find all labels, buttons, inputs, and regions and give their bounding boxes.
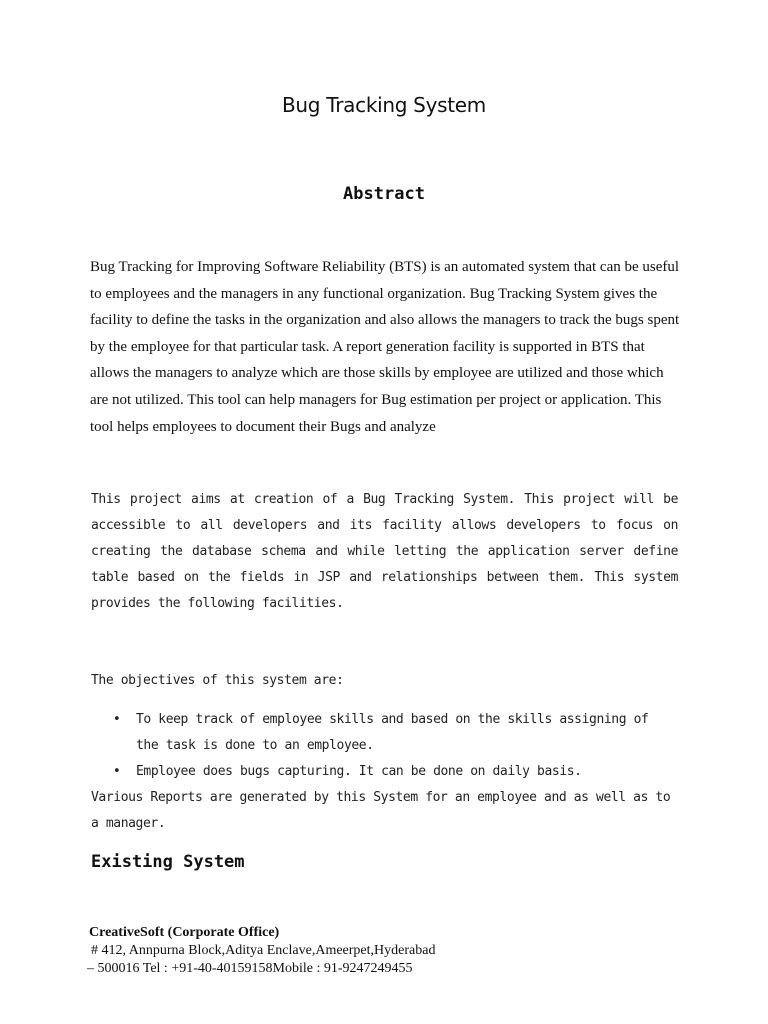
objective-text: Employee does bugs capturing. It can be done on daily basis. <box>136 764 582 779</box>
footer-address-line: # 412, Annpurna Block,Aditya Enclave,Ameerpet,Hyderabad <box>91 943 436 958</box>
project-description-paragraph: This project aims at creation of a Bug Tracking System. This project will be accessible to all developers and its facility allows developers to focus on creating the database schema and while letting the application server define table based on the fields in JSP and relationships between them. This system provides the following facilities. <box>91 492 678 611</box>
document-title: Bug Tracking System <box>282 93 486 117</box>
list-item <box>91 759 678 785</box>
abstract-heading: Abstract <box>343 184 425 204</box>
abstract-paragraph: Bug Tracking for Improving Software Reliability (BTS) is an automated system that can be useful to employees and the managers in any functional organization. Bug Tracking System gives the facility to define the tasks in the organization and also allows the managers to track the bugs spent by the employee for that particular task. A report generation facility is supported in BTS that allows the managers to analyze which are those skills by employee are utilized and those which are not utilized. This tool can help managers for Bug estimation per project or application. This tool helps employees to document their Bugs and analyze <box>90 259 680 435</box>
existing-system-heading: Existing System <box>91 852 245 872</box>
bullet-icon: • <box>113 712 121 727</box>
footer-company-name: CreativeSoft (Corporate Office) <box>89 925 280 940</box>
objectives-list <box>91 707 678 785</box>
footer-address-block <box>87 924 507 978</box>
reports-paragraph: Various Reports are generated by this System for an employee and as well as to a manager. <box>91 790 671 831</box>
objective-text: To keep track of employee skills and based on the skills assigning of the task is done to an employee. <box>136 712 649 753</box>
bullet-icon: • <box>113 764 121 779</box>
footer-contact-line: – 500016 Tel : +91-40-40159158Mobile : 91-9247249455 <box>87 961 413 976</box>
list-item <box>91 707 678 759</box>
objectives-intro: The objectives of this system are: <box>91 673 344 688</box>
